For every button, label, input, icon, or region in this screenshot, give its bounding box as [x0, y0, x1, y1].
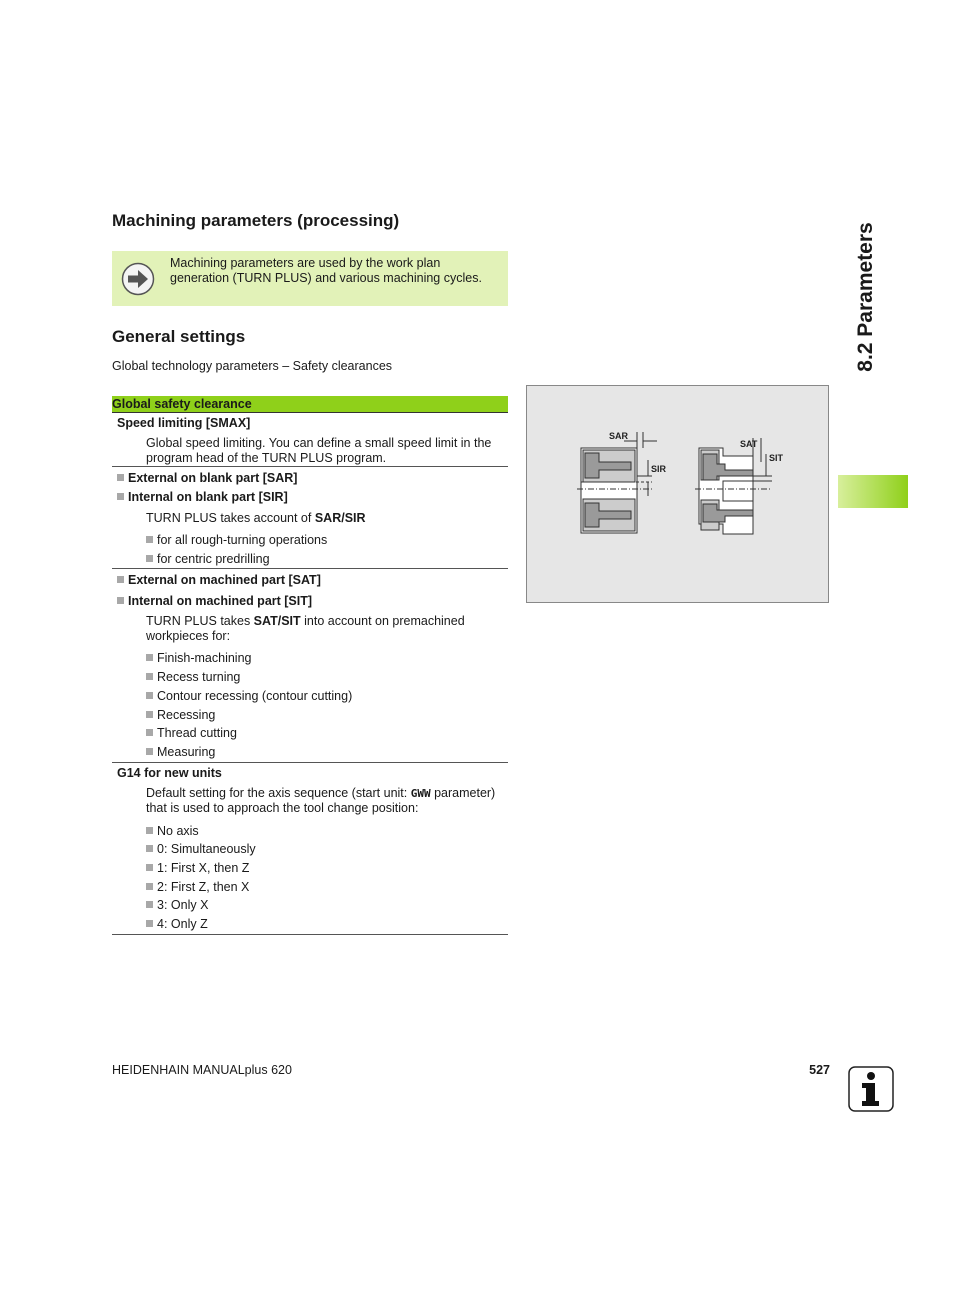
- table-row: [112, 413, 508, 467]
- bullet-square-icon: [146, 827, 153, 834]
- page-number: 527: [809, 1063, 830, 1077]
- list-item: [112, 859, 508, 878]
- bullet-square-icon: [146, 864, 153, 871]
- param-name-text: Internal on blank part [SIR]: [128, 490, 288, 504]
- list-item: [112, 822, 508, 841]
- note-text: Machining parameters are used by the work plan generation (TURN PLUS) and various machining cycles.: [170, 256, 482, 285]
- list-item-text: Thread cutting: [157, 726, 237, 741]
- list-item: [112, 649, 508, 668]
- bullet-square-icon: [146, 654, 153, 661]
- param-desc: Global speed limiting. You can define a small speed limit in the program head of the TURN PLUS program.: [146, 436, 492, 465]
- desc-bold: SAR/SIR: [314, 511, 366, 525]
- param-desc: [112, 614, 508, 644]
- desc-text: Default setting for the axis sequence (start unit:: [146, 785, 411, 800]
- sidebar-title-text: 8.2 Parameters: [854, 222, 877, 372]
- list-item: [112, 840, 508, 859]
- param-name: [112, 570, 508, 589]
- list-item-text: 3: Only X: [157, 898, 209, 913]
- bullet-square-icon: [117, 493, 124, 500]
- list-item-text: 1: First X, then Z: [157, 861, 250, 876]
- desc-text: parameter) that is used to approach the tool change position:: [146, 785, 496, 815]
- desc-text: TURN PLUS takes: [146, 614, 254, 629]
- param-desc: [112, 511, 508, 526]
- bullet-square-icon: [146, 536, 153, 543]
- list-item: [112, 724, 508, 743]
- blank-part-drawing: [577, 432, 657, 533]
- sidebar-chapter-title: [836, 212, 896, 382]
- param-name-text: External on blank part [SAR]: [128, 471, 298, 485]
- list-item-text: for centric predrilling: [157, 551, 270, 566]
- bullet-square-icon: [146, 692, 153, 699]
- machined-part-drawing: [695, 438, 772, 534]
- list-item: [112, 878, 508, 897]
- desc-text: into account on premachined workpieces for:: [146, 614, 465, 644]
- bullet-square-icon: [117, 597, 124, 604]
- bullet-square-icon: [146, 673, 153, 680]
- bullet-square-icon: [146, 748, 153, 755]
- section-title: Machining parameters (processing): [112, 211, 400, 230]
- info-note: [112, 251, 508, 306]
- subsection-title: General settings: [112, 327, 246, 346]
- table-row: [112, 569, 508, 762]
- bullet-square-icon: [117, 576, 124, 583]
- list-item: [112, 687, 508, 706]
- list-item-text: 0: Simultaneously: [157, 842, 256, 857]
- param-name: Speed limiting [SMAX]: [117, 416, 251, 430]
- sir-label: SIR: [651, 464, 667, 474]
- list-item: [112, 668, 508, 687]
- info-icon: [848, 1066, 894, 1112]
- sar-label: SAR: [609, 431, 629, 441]
- param-name-text: Internal on machined part [SIT]: [128, 594, 313, 609]
- table-row: [112, 467, 508, 569]
- list-item: [112, 896, 508, 915]
- bullet-square-icon: [146, 711, 153, 718]
- list-item-text: for all rough-turning operations: [157, 533, 328, 547]
- list-item-text: 4: Only Z: [157, 917, 208, 932]
- table-header: Global safety clearance: [112, 396, 508, 413]
- param-name-text: External on machined part [SAT]: [128, 573, 321, 588]
- param-name: [112, 487, 508, 506]
- list-item-text: Contour recessing (contour cutting): [157, 688, 353, 703]
- safety-clearance-figure: [526, 385, 829, 603]
- bullet-square-icon: [146, 901, 153, 908]
- arrow-right-icon: [121, 262, 155, 296]
- list-item: [112, 915, 508, 934]
- desc-text: TURN PLUS takes account of: [146, 511, 315, 525]
- list-item-text: Measuring: [157, 744, 216, 759]
- list-item: [112, 706, 508, 725]
- desc-code: GWW: [410, 786, 431, 800]
- chapter-tab-marker: [838, 475, 908, 508]
- sit-label: SIT: [769, 453, 784, 463]
- list-item-text: 2: First Z, then X: [157, 879, 250, 894]
- list-item: [112, 743, 508, 762]
- bullet-square-icon: [146, 920, 153, 927]
- bullet-square-icon: [146, 845, 153, 852]
- intro-text: Global technology parameters – Safety clearances: [112, 359, 393, 373]
- sat-label: SAT: [740, 439, 758, 449]
- param-name: [112, 591, 508, 610]
- param-name: [112, 468, 508, 487]
- bullet-square-icon: [146, 555, 153, 562]
- bullet-square-icon: [117, 474, 124, 481]
- param-desc: [112, 786, 508, 816]
- list-item-text: No axis: [157, 823, 199, 838]
- list-item: [112, 531, 508, 550]
- list-item-text: Recess turning: [157, 670, 241, 685]
- clearance-diagram: [527, 386, 828, 602]
- bullet-square-icon: [146, 729, 153, 736]
- parameter-table: [112, 396, 508, 935]
- desc-bold: SAT/SIT: [253, 614, 301, 629]
- list-item-text: Recessing: [157, 707, 216, 722]
- table-row: [112, 762, 508, 934]
- list-item-text: Finish-machining: [157, 651, 252, 666]
- param-name: G14 for new units: [117, 765, 222, 780]
- list-item: [112, 550, 508, 569]
- bullet-square-icon: [146, 883, 153, 890]
- footer-title: HEIDENHAIN MANUALplus 620: [112, 1063, 292, 1077]
